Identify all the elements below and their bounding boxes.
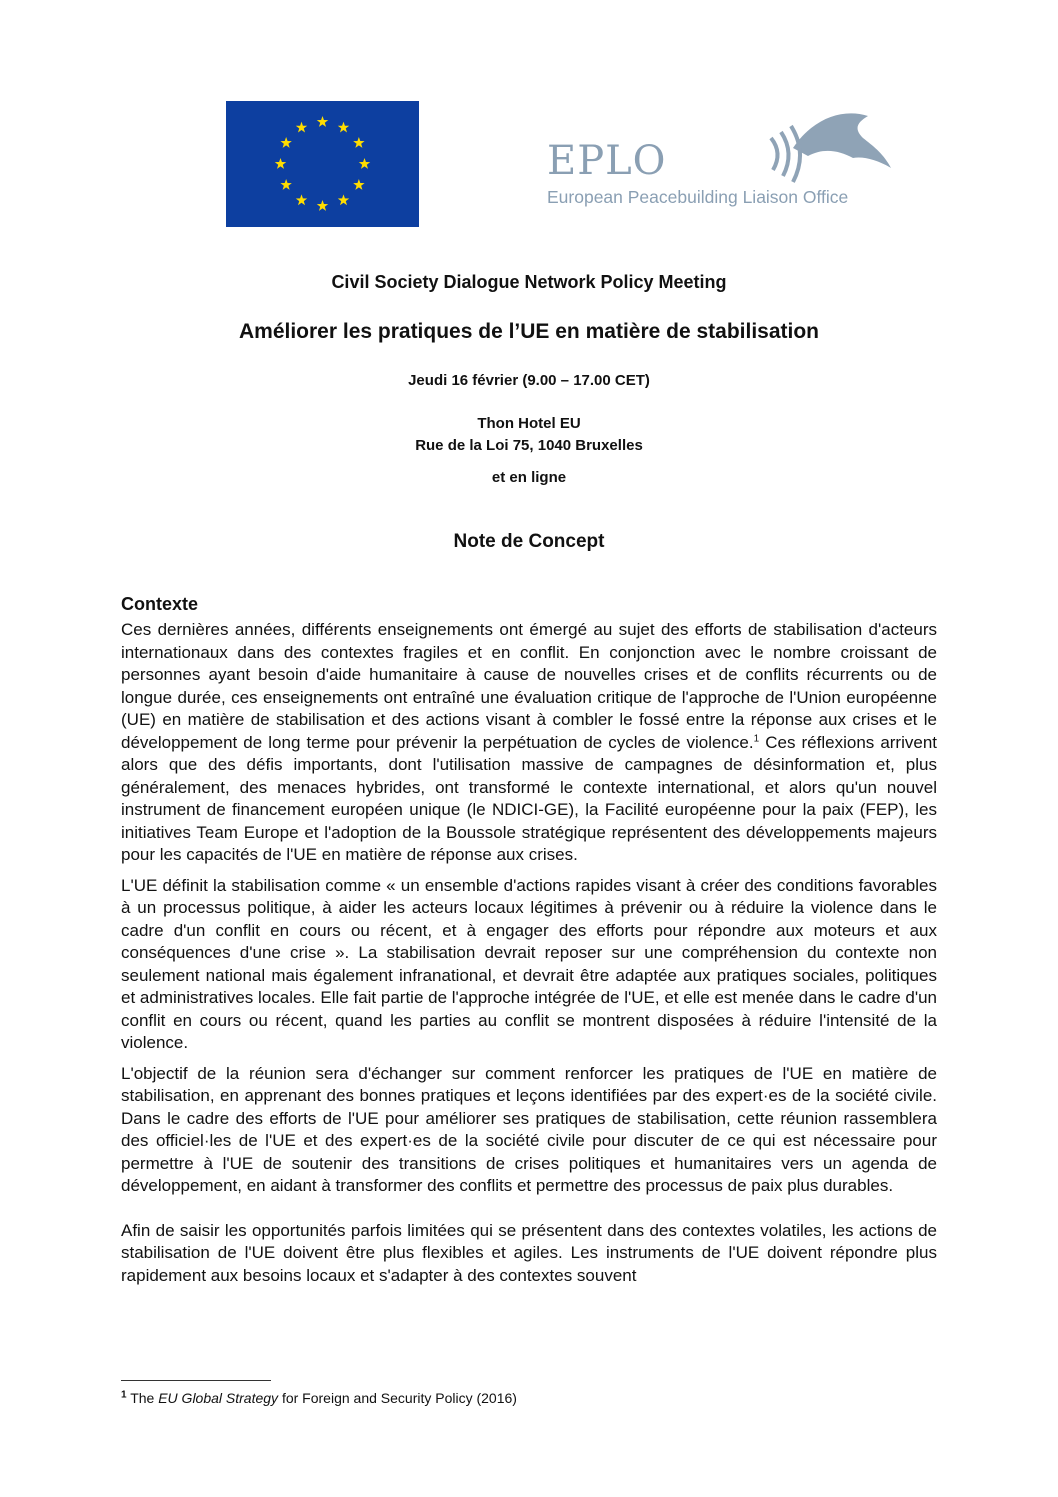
footnote-prefix: The <box>126 1390 159 1406</box>
venue-address: Rue de la Loi 75, 1040 Bruxelles <box>415 437 643 454</box>
eu-star-icon <box>280 179 291 190</box>
eplo-subtitle: European Peacebuilding Liaison Office <box>547 187 849 207</box>
eu-star-icon <box>296 194 307 205</box>
paragraph-3: L'objectif de la réunion sera d'échanger sur comment renforcer les pratiques de l'UE en matière de stabilisation, en apprenant des bonnes pratiques et leçons identifiées par des expert·es de la société civile. Dans le cadre des efforts de l'UE pour améliorer ses pratiques de stabilisation, cette réunion rassemblera des officiel·les de l'UE et des expert·es de la société civile pour discuter de ce qui est nécessaire pour permettre à l'UE de soutenir des transitions de crises politiques et humanitaires vers un agenda de développement, en aidant à transformer des conflits et permettre des processus de paix plus durables. <box>121 1063 937 1195</box>
main-title: Améliorer les pratiques de l’UE en matière de stabilisation <box>238 320 820 343</box>
paragraph-1-text-b: Ces réflexions arrivent alors que des défis importants, dont l'utilisation massive de campagnes de désinformation et, plus généralement, des menaces hybrides, ont transformé le contexte international, et alors qu'un nouvel instrument de financement européen unique (le NDICI-GE), la Facilité européenne pour la paix (FEP), les initiatives Team Europe et l'adoption de la Boussole stratégique représentent des développements majeurs pour les capacités de l'UE en matière de réponse aux crises. <box>121 732 938 864</box>
footnote <box>121 1390 517 1406</box>
paragraph-2: L'UE définit la stabilisation comme « un ensemble d'actions rapides visant à créer des conditions favorables à un processus politique, à aider les acteurs locaux légitimes à prévenir ou à réduire la violence dans le cadre d'un conflit en cours ou récent, et à engager des efforts pour répondre aux moteurs et aux conséquences d'une crise ». La stabilisation devrait reposer sur une compréhension du contexte non seulement national mais également infranational, et devrait être adaptée aux pratiques sociales, politiques et administratives locales. Elle fait partie de l'approche intégrée de l'UE, et elle est menée dans le cadre d'un conflit en cours ou récent, quand les parties au conflit se montrent disposées à réduire l'intensité de la violence. <box>121 875 937 1052</box>
eu-star-icon <box>338 194 349 205</box>
eu-star-icon <box>359 158 370 169</box>
eu-star-icon <box>275 158 286 169</box>
eplo-bird-icon <box>663 108 893 188</box>
eu-star-icon <box>353 179 364 190</box>
venue-name: Thon Hotel EU <box>477 415 581 432</box>
eu-star-icon <box>296 122 307 133</box>
eplo-logo <box>545 108 895 218</box>
paragraph-4: Afin de saisir les opportunités parfois limitées qui se présentent dans des contextes volatiles, les actions de stabilisation de l'UE doivent être plus flexibles et agiles. Les instruments de l'UE doivent répondre plus rapidement aux besoins locaux et s'adapter à des contextes souvent <box>121 1220 937 1285</box>
logo-bar <box>0 0 1058 240</box>
section-heading: Contexte <box>121 594 199 614</box>
section-contexte <box>121 594 937 1287</box>
eu-flag-logo <box>226 101 419 227</box>
footnote-ref[interactable]: 1 <box>753 732 760 744</box>
eu-star-icon <box>317 116 328 127</box>
footnote-separator <box>121 1380 271 1381</box>
eu-stars-icon <box>226 101 419 227</box>
eplo-wordmark: EPLO <box>547 138 667 184</box>
footnote-number: 1 <box>121 1389 127 1401</box>
eu-star-icon <box>338 122 349 133</box>
network-title: Civil Society Dialogue Network Policy Meeting <box>331 272 727 292</box>
paragraph-1-text-a: Ces dernières années, différents enseignements ont émergé au sujet des efforts de stabilisation d'acteurs internationaux dans des contextes fragiles et en conflit. En conjonction avec le nombre croissant de personnes ayant besoin d'aide humanitaire à cause de nouvelles crises et de conflits récurrents ou de longue durée, ces enseignements ont entraîné une évaluation critique de l'approche de l'Union européenne (UE) en matière de stabilisation et des actions visant à combler le fossé entre la réponse aux crises et le développement de long terme pour prévenir la perpétuation de cycles de violence. <box>121 620 937 752</box>
paragraph-1 <box>121 619 937 867</box>
footnote-italic: EU Global Strategy <box>158 1390 279 1406</box>
online-note: et en ligne <box>491 469 567 486</box>
footnote-suffix: for Foreign and Security Policy (2016) <box>278 1390 517 1406</box>
eu-star-icon <box>280 137 291 148</box>
eu-star-icon <box>353 137 364 148</box>
venue <box>0 413 1058 457</box>
meeting-date: Jeudi 16 février (9.00 – 17.00 CET) <box>408 372 650 389</box>
eu-star-icon <box>317 200 328 211</box>
document-type: Note de Concept <box>453 531 605 552</box>
